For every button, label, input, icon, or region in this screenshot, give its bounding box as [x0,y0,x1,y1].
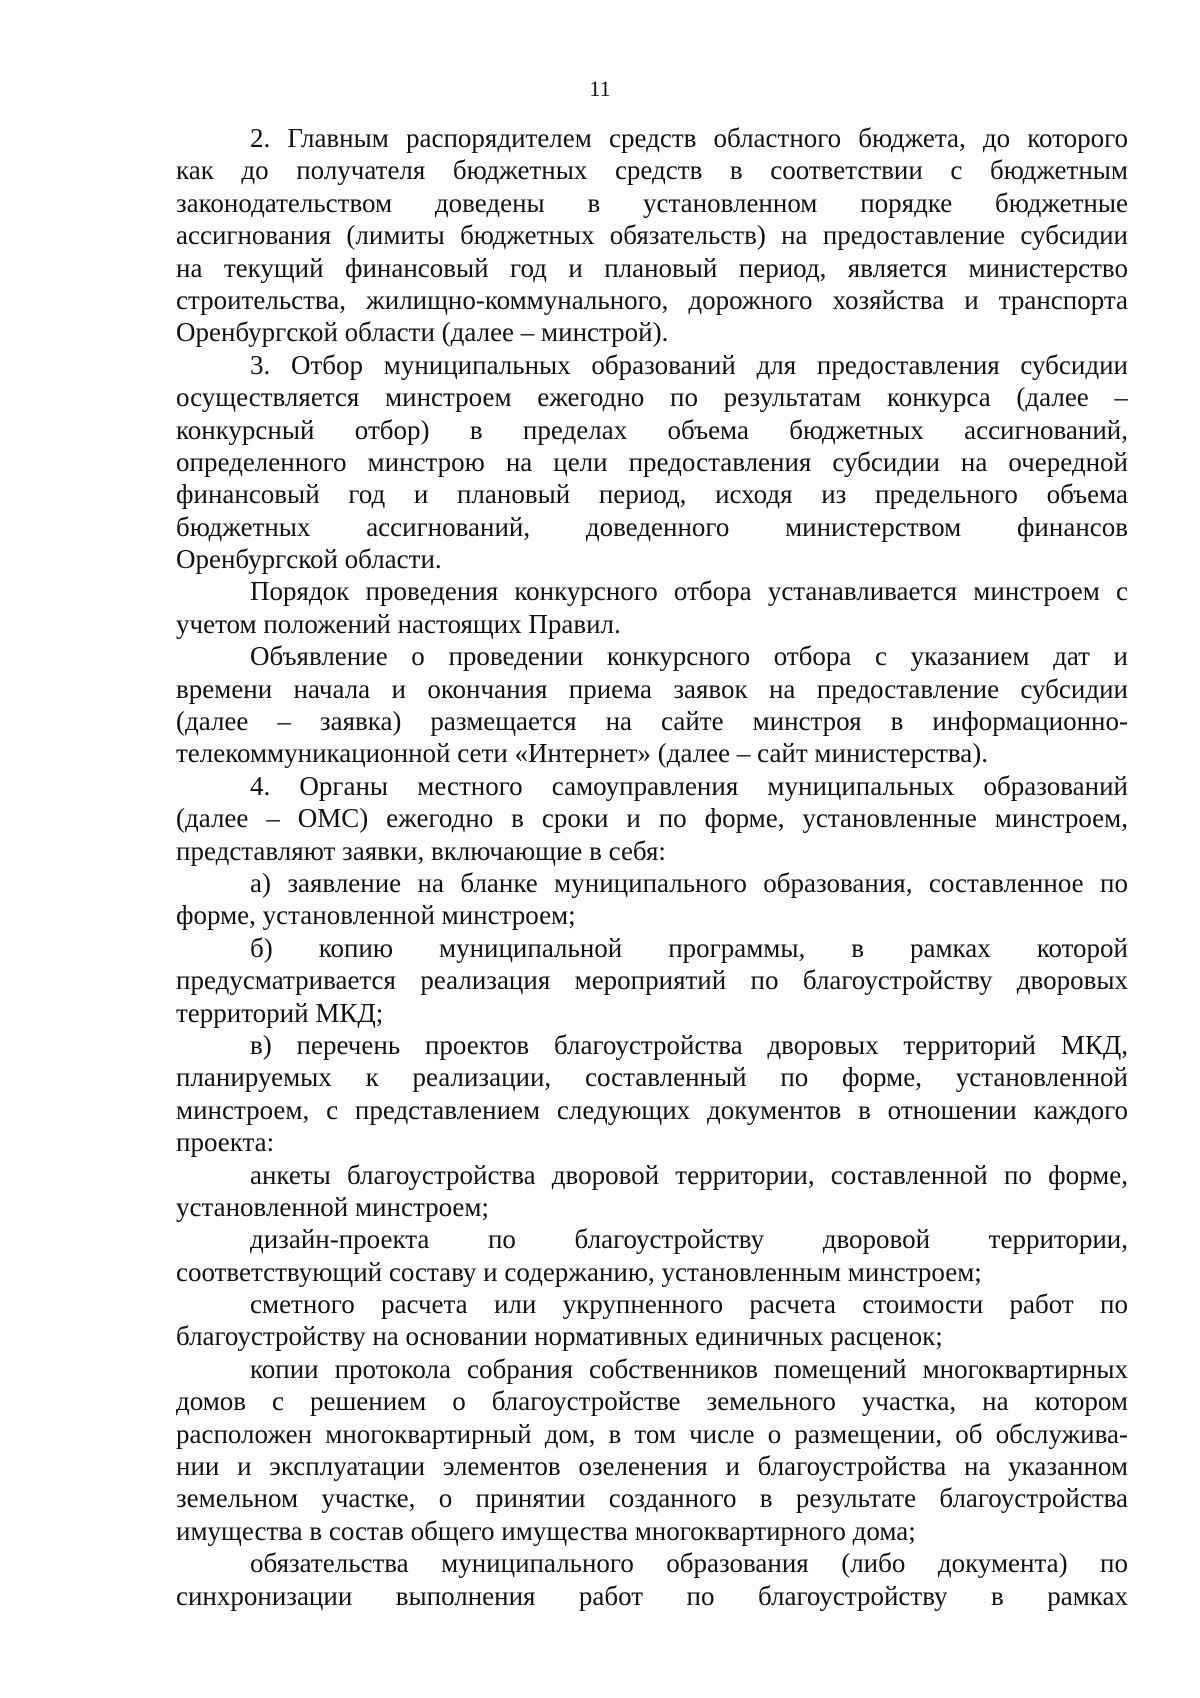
text-line: сметного расчета или укрупненного расчета стоимости работ по [250,1289,1128,1320]
text-line: Оренбургской области (далее – минстрой). [176,317,669,348]
text-line: а) заявление на бланке муниципального образования, составленное по [250,867,1128,898]
text-line: 4. Органы местного самоуправления муниципальных образований [250,770,1128,801]
text-line: телекоммуникационной сети «Интернет» (далее – сайт министерства). [176,738,989,769]
text-line: Объявление о проведении конкурсного отбора с указанием дат и [250,641,1128,672]
text-line: Порядок проведения конкурсного отбора устанавливается минстроем с [250,576,1128,607]
text-line: синхронизации выполнения работ по благоустройству в рамках [176,1580,1128,1611]
text-line: соответствующий составу и содержанию, установленным минстроем; [176,1256,982,1287]
text-line: представляют заявки, включающие в себя: [176,835,666,866]
text-line: (далее – ОМС) ежегодно в сроки и по форме, установленные минстроем, [176,803,1128,834]
text-line: законодательством доведены в установленном порядке бюджетные [176,187,1128,218]
text-line: планируемых к реализации, составленный по форме, установленной [176,1062,1128,1093]
text-line: строительства, жилищно-коммунального, дорожного хозяйства и транспорта [176,284,1128,315]
text-line: имущества в состав общего имущества многоквартирного дома; [176,1515,916,1546]
text-line: форме, установленной минстроем; [176,900,576,931]
text-line: домов с решением о благоустройстве земельного участка, на котором [176,1386,1128,1417]
text-line: 2. Главным распорядителем средств областного бюджета, до которого [250,123,1128,153]
text-line: обязательства муниципального образования (либо документа) по [250,1548,1128,1579]
text-line: ассигнования (лимиты бюджетных обязательств) на предоставление субсидии [176,220,1128,251]
text-line: времени начала и окончания приема заявок на предоставление субсидии [176,673,1128,704]
text-line: осуществляется минстроем ежегодно по результатам конкурса (далее – [176,382,1128,413]
text-line: конкурсный отбор) в пределах объема бюджетных ассигнований, [176,414,1128,445]
text-line: дизайн-проекта по благоустройству дворовой территории, [250,1224,1128,1255]
text-line: финансовый год и плановый период, исходя из предельного объема [176,479,1128,510]
text-line: предусматривается реализация мероприятий по благоустройству дворовых [176,965,1128,996]
text-line: земельном участке, о принятии созданного в результате благоустройства [176,1483,1128,1514]
text-line: учетом положений настоящих Правил. [176,608,621,639]
text-line: проекта: [176,1127,275,1158]
text-line: как до получателя бюджетных средств в соответствии с бюджетным [176,155,1128,186]
text-line: б) копию муниципальной программы, в рамках которой [250,932,1128,963]
text-line: Оренбургской области. [176,544,442,575]
text-line: территорий МКД; [176,997,384,1028]
text-line: определенного минстрою на цели предоставления субсидии на очередной [176,446,1128,477]
text-line: анкеты благоустройства дворовой территории, составленной по форме, [250,1159,1128,1190]
text-line: копии протокола собрания собственников помещений многоквартирных [250,1353,1128,1384]
text-line: нии и эксплуатации элементов озеленения и благоустройства на указанном [176,1451,1128,1482]
text-line: бюджетных ассигнований, доведенного министерством финансов [176,511,1128,542]
text-line: благоустройству на основании нормативных единичных расценок; [176,1321,943,1352]
text-line: установленной минстроем; [176,1191,489,1222]
text-line: расположен многоквартирный дом, в том числе о размещении, об обслужива- [176,1418,1128,1449]
text-line: минстроем, с представлением следующих документов в отношении каждого [176,1094,1128,1125]
text-line: 3. Отбор муниципальных образований для предоставления субсидии [250,349,1128,380]
text-line: на текущий финансовый год и плановый период, является министерство [176,252,1128,283]
document-body [176,122,1128,1612]
page-number: 11 [589,76,611,101]
text-line: в) перечень проектов благоустройства дворовых территорий МКД, [250,1029,1128,1060]
text-line: (далее – заявка) размещается на сайте минстроя в информационно- [176,706,1128,737]
